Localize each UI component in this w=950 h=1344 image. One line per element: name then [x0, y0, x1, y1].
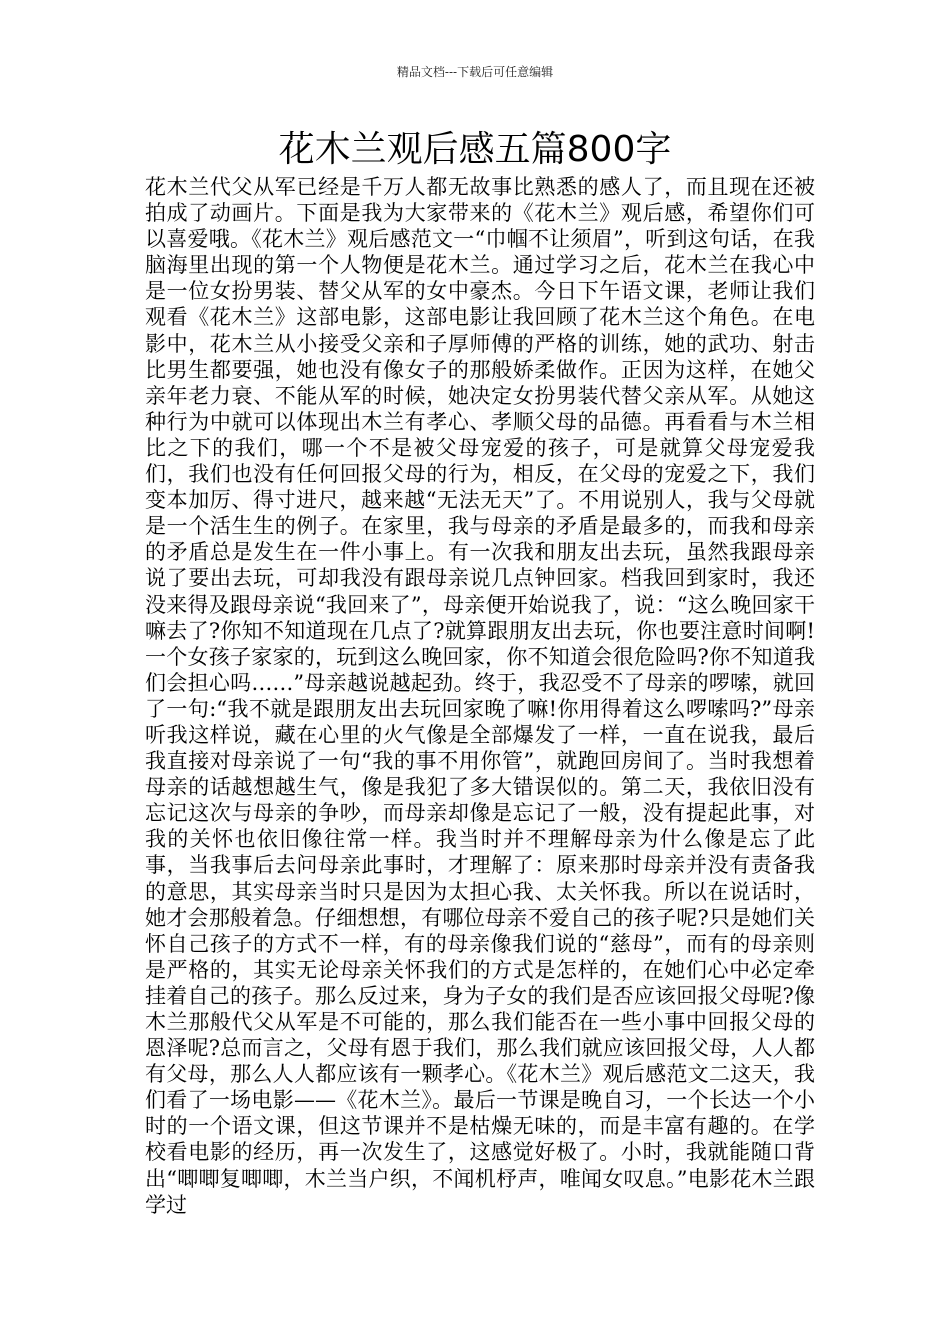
document-title: 花木兰观后感五篇800字 — [278, 129, 672, 170]
page-header-note: 精品文档---下载后可任意编辑 — [396, 65, 554, 79]
document-body-paragraph: 花木兰代父从军已经是千万人都无故事比熟悉的感人了，而且现在还被拍成了动画片。下面是我为大家带来的《花木兰》观后感，希望你们可以喜爱哦。《花木兰》观后感范文一“巾帼不让须眉”，听到这句话，在我脑海里出现的第一个人物便是花木兰。通过学习之后，花木兰在我心中是一位女扮男装、替父从军的女中豪杰。今日下午语文课，老师让我们观看《花木兰》这部电影，这部电影让我回顾了花木兰这个角色。在电影中，花木兰从小接受父亲和子厚师傅的严格的训练，她的武功、射击比男生都要强，她也没有像女子的那般娇柔做作。正因为这样，在她父亲年老力衰、不能从军的时候，她决定女扮男装代替父亲从军。从她这种行为中就可以体现出木兰有孝心、孝顺父母的品德。再看看与木兰相比之下的我们，哪一个不是被父母宠爱的孩子，可是就算父母宠爱我们，我们也没有任何回报父母的行为，相反，在父母的宠爱之下，我们变本加厉、得寸进尺，越来越“无法无天”了。不用说别人，我与父母就是一个活生生的例子。在家里，我与母亲的矛盾是最多的，而我和母亲的矛盾总是发生在一件小事上。有一次我和朋友出去玩，虽然我跟母亲说了要出去玩，可却我没有跟母亲说几点钟回家。档我回到家时，我还没来得及跟母亲说“我回来了”，母亲便开始说我了，说：“这么晚回家干嘛去了?你知不知道现在几点了?就算跟朋友出去玩，你也要注意时间啊!一个女孩子家家的，玩到这么晚回家，你不知道会很危险吗?你不知道我们会担心吗……”母亲越说越起劲。终于，我忍受不了母亲的啰嗦，就回了一句:“我不就是跟朋友出去玩回家晚了嘛!你用得着这么啰嗦吗?”母亲听我这样说，藏在心里的火气像是全部爆发了一样，一直在说我，最后我直接对母亲说了一句“我的事不用你管”，就跑回房间了。当时我想着母亲的话越想越生气，像是我犯了多大错误似的。第二天，我依旧没有忘记这次与母亲的争吵，而母亲却像是忘记了一般，没有提起此事，对我的关怀也依旧像往常一样。我当时并不理解母亲为什么像是忘了此事，当我事后去问母亲此事时，才理解了：原来那时母亲并没有责备我的意思，其实母亲当时只是因为太担心我、太关怀我。所以在说话时，她才会那般着急。仔细想想，有哪位母亲不爱自己的孩子呢?只是她们关怀自己孩子的方式不一样，有的母亲像我们说的“慈母”，而有的母亲则是严格的，其实无论母亲关怀我们的方式是怎样的，在她们心中必定牵挂着自己的孩子。那么反过来，身为子女的我们是否应该回报父母呢?像木兰那般代父从军是不可能的，那么我们能否在一些小事中回报父母的恩泽呢?总而言之，父母有恩于我们，那么我们就应该回报父母，人人都有父母，那么人人都应该有一颗孝心。《花木兰》观后感范文二这天，我们看了一场电影——《花木兰》。最后一节课是晚自习，一个长达一个小时的一个语文课，但这节课并不是枯燥无味的，而是丰富有趣的。在学校看电影的经历，再一次发生了，这感觉好极了。小时，我就能随口背出“唧唧复唧唧，木兰当户织，不闻机杼声，唯闻女叹息。”电影花木兰跟学过 — [145, 175, 815, 1217]
